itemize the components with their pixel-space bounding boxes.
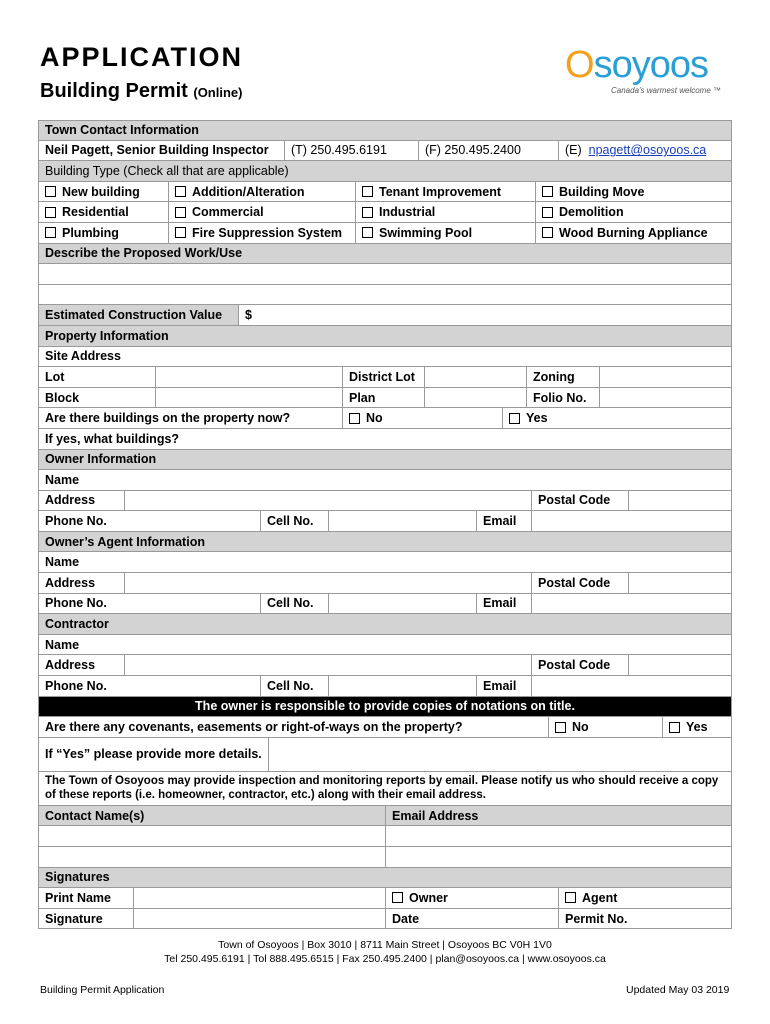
footer-left: Building Permit Application	[40, 984, 165, 996]
checkbox[interactable]	[542, 207, 553, 218]
reports-row	[38, 772, 732, 806]
agent-address-input[interactable]	[125, 573, 532, 593]
value-label: Estimated Construction Value	[39, 305, 239, 325]
work-input[interactable]	[39, 285, 731, 305]
contractor-email-input[interactable]	[532, 676, 731, 696]
type-option[interactable]	[39, 223, 169, 243]
reports-text: The Town of Osoyoos may provide inspection and monitoring reports by email. Please notify us who should receive a copy of these reports (i.e. homeowner, contractor, etc.) along with their email address.	[45, 775, 719, 802]
value-row	[38, 305, 732, 326]
type-label: Wood Burning Appliance	[559, 225, 708, 240]
type-label: Industrial	[379, 205, 436, 220]
contractor-address-input[interactable]	[125, 655, 532, 675]
print-name-row	[38, 888, 732, 909]
agent-postal-label: Postal Code	[532, 573, 629, 593]
owner-cell-input[interactable]	[329, 511, 477, 531]
agent-heading: Owner’s Agent Information	[39, 532, 731, 552]
agent-email-input[interactable]	[532, 594, 731, 614]
building-type-row-2	[38, 202, 732, 223]
contractor-phone-label[interactable]: Phone No.	[39, 676, 261, 696]
email-prefix: (E)	[565, 143, 582, 158]
inspector-name: Neil Pagett, Senior Building Inspector	[39, 141, 285, 161]
checkbox[interactable]	[392, 892, 403, 903]
checkbox[interactable]	[175, 227, 186, 238]
checkbox[interactable]	[555, 722, 566, 733]
lot-input[interactable]	[156, 367, 343, 387]
logo-word	[565, 44, 708, 87]
type-option[interactable]	[536, 223, 731, 243]
contact-heading: Town Contact Information	[39, 121, 731, 140]
owner-email-label: Email	[477, 511, 532, 531]
checkbox[interactable]	[45, 227, 56, 238]
property-heading-row	[38, 326, 732, 347]
footer-right: Updated May 03 2019	[626, 984, 730, 996]
agent-label: Agent	[582, 890, 618, 905]
contact-row	[38, 141, 732, 162]
zoning-label: Zoning	[527, 367, 600, 387]
contractor-heading-row	[38, 614, 732, 635]
buildings-no-option[interactable]	[343, 408, 503, 428]
zoning-input[interactable]	[600, 367, 731, 387]
district-lot-label: District Lot	[343, 367, 425, 387]
owner-heading-row	[38, 450, 732, 471]
type-label: Commercial	[192, 205, 264, 220]
agent-email-label: Email	[477, 594, 532, 614]
type-option[interactable]	[169, 182, 356, 202]
block-row	[38, 388, 732, 409]
contractor-email-label: Email	[477, 676, 532, 696]
contractor-postal-input[interactable]	[629, 655, 731, 675]
work-input[interactable]	[39, 264, 731, 284]
type-option[interactable]	[169, 223, 356, 243]
contact-fax: (F) 250.495.2400	[419, 141, 559, 161]
contact-phone: (T) 250.495.6191	[285, 141, 419, 161]
folio-input[interactable]	[600, 388, 731, 408]
covenant-details-row	[38, 738, 732, 772]
agent-address-row	[38, 573, 732, 594]
owner-address-row	[38, 491, 732, 512]
work-line-1[interactable]	[38, 264, 732, 285]
buildings-yes-option[interactable]	[503, 408, 731, 428]
checkbox[interactable]	[669, 722, 680, 733]
checkbox[interactable]	[349, 413, 360, 424]
checkbox[interactable]	[509, 413, 520, 424]
contractor-address-row	[38, 655, 732, 676]
agent-option[interactable]	[559, 888, 731, 908]
page-subtitle	[40, 80, 242, 103]
agent-phone-label[interactable]: Phone No.	[39, 594, 261, 614]
type-option[interactable]	[169, 202, 356, 222]
contractor-phone-row	[38, 676, 732, 697]
contact-heading-row	[38, 120, 732, 141]
owner-postal-input[interactable]	[629, 491, 731, 511]
date-label[interactable]: Date	[386, 909, 559, 929]
value-input[interactable]: $	[245, 308, 252, 323]
owner-phone-row	[38, 511, 732, 532]
agent-heading-row	[38, 532, 732, 553]
work-line-2[interactable]	[38, 285, 732, 306]
type-option[interactable]	[536, 182, 731, 202]
logo-o: O	[565, 44, 594, 86]
type-label: Addition/Alteration	[192, 184, 305, 199]
checkbox[interactable]	[542, 186, 553, 197]
covenant-details-input[interactable]	[269, 738, 731, 771]
work-heading: Describe the Proposed Work/Use	[39, 244, 731, 264]
building-type-row-3	[38, 223, 732, 244]
owner-address-label: Address	[39, 491, 125, 511]
owner-cell-label: Cell No.	[261, 511, 329, 531]
agent-name-row	[38, 552, 732, 573]
contractor-name-label[interactable]: Name	[45, 637, 80, 652]
buildings-question: Are there buildings on the property now?	[39, 408, 343, 428]
contractor-address-label: Address	[39, 655, 125, 675]
owner-option[interactable]	[386, 888, 559, 908]
owner-postal-label: Postal Code	[532, 491, 629, 511]
contact-name-input[interactable]	[39, 826, 386, 846]
type-option[interactable]	[39, 182, 169, 202]
property-heading: Property Information	[39, 326, 731, 346]
type-option[interactable]	[356, 202, 536, 222]
contact-email-input[interactable]	[386, 847, 731, 867]
logo-rest: soyoos	[593, 44, 708, 86]
print-name-label: Print Name	[39, 888, 134, 908]
building-type-row-1	[38, 182, 732, 203]
page-title: APPLICATION	[40, 42, 243, 72]
district-lot-input[interactable]	[425, 367, 527, 387]
type-label: Swimming Pool	[379, 225, 473, 240]
checkbox[interactable]	[542, 227, 553, 238]
checkbox[interactable]	[565, 892, 576, 903]
subtitle-text: Building Permit	[40, 80, 188, 102]
contacts-row-2	[38, 847, 732, 868]
owner-address-input[interactable]	[125, 491, 532, 511]
covenants-yes-option[interactable]	[663, 717, 731, 737]
owner-name-row	[38, 470, 732, 491]
signature-label: Signature	[39, 909, 134, 929]
subtitle-suffix: (Online)	[193, 85, 243, 100]
agent-phone-row	[38, 594, 732, 615]
checkbox[interactable]	[45, 207, 56, 218]
covenants-no-option[interactable]	[549, 717, 663, 737]
type-label: Plumbing	[62, 225, 119, 240]
site-address-row	[38, 347, 732, 368]
type-option[interactable]	[356, 223, 536, 243]
type-option[interactable]	[39, 202, 169, 222]
footer-address: Town of Osoyoos | Box 3010 | 8711 Main Street | Osoyoos BC V0H 1V0	[218, 939, 552, 951]
signatures-heading: Signatures	[39, 868, 731, 888]
logo-tagline: Canada's warmest welcome ™	[611, 86, 722, 95]
owner-email-input[interactable]	[532, 511, 731, 531]
covenants-row	[38, 717, 732, 738]
yes-label: Yes	[526, 411, 548, 426]
contact-email-input[interactable]	[386, 826, 731, 846]
owner-heading: Owner Information	[39, 450, 731, 470]
contractor-name-row	[38, 635, 732, 656]
notice-row	[38, 697, 732, 718]
type-label: Tenant Improvement	[379, 184, 502, 199]
contractor-heading: Contractor	[39, 614, 731, 634]
work-heading-row	[38, 244, 732, 265]
building-type-heading-row	[38, 161, 732, 182]
covenants-question: Are there any covenants, easements or right-of-ways on the property?	[39, 717, 549, 737]
type-label: Demolition	[559, 205, 624, 220]
signature-row	[38, 909, 732, 930]
footer-contact: Tel 250.495.6191 | Tol 888.495.6515 | Fax 250.495.2400 | plan@osoyoos.ca | www.osoyoos.ca	[164, 953, 606, 965]
if-yes-row	[38, 429, 732, 450]
title-notice: The owner is responsible to provide copies of notations on title.	[39, 697, 731, 717]
plan-label: Plan	[343, 388, 425, 408]
agent-name-label[interactable]: Name	[45, 555, 80, 570]
agent-postal-input[interactable]	[629, 573, 731, 593]
osoyoos-logo	[565, 44, 730, 102]
agent-cell-input[interactable]	[329, 594, 477, 614]
type-label: New building	[62, 184, 140, 199]
permit-form	[38, 120, 732, 929]
checkbox[interactable]	[362, 186, 373, 197]
print-name-input[interactable]	[134, 888, 386, 908]
block-label: Block	[39, 388, 156, 408]
building-type-heading: Building Type (Check all that are applicable)	[39, 161, 731, 181]
signatures-heading-row	[38, 868, 732, 889]
lot-label: Lot	[39, 367, 156, 387]
type-option[interactable]	[536, 202, 731, 222]
contact-name-input[interactable]	[39, 847, 386, 867]
plan-input[interactable]	[425, 388, 527, 408]
contact-email-link[interactable]: npagett@osoyoos.ca	[588, 143, 707, 158]
agent-cell-label: Cell No.	[261, 594, 329, 614]
contacts-header-row	[38, 806, 732, 827]
folio-label: Folio No.	[527, 388, 600, 408]
contacts-row-1	[38, 826, 732, 847]
checkbox[interactable]	[175, 186, 186, 197]
agent-address-label: Address	[39, 573, 125, 593]
block-input[interactable]	[156, 388, 343, 408]
signature-input[interactable]	[134, 909, 386, 929]
owner-name-label[interactable]: Name	[45, 472, 80, 487]
yes-label: Yes	[686, 720, 708, 735]
checkbox[interactable]	[362, 207, 373, 218]
covenant-details-label: If “Yes” please provide more details.	[39, 738, 269, 771]
owner-phone-label[interactable]: Phone No.	[39, 511, 261, 531]
permit-no-label[interactable]: Permit No.	[565, 911, 628, 926]
contractor-cell-input[interactable]	[329, 676, 477, 696]
checkbox[interactable]	[362, 227, 373, 238]
type-option[interactable]	[356, 182, 536, 202]
contractor-cell-label: Cell No.	[261, 676, 329, 696]
contact-names-header: Contact Name(s)	[39, 806, 386, 826]
type-label: Building Move	[559, 184, 645, 199]
buildings-row	[38, 408, 732, 429]
if-yes-label[interactable]: If yes, what buildings?	[45, 431, 180, 446]
checkbox[interactable]	[175, 207, 186, 218]
type-label: Residential	[62, 205, 129, 220]
type-label: Fire Suppression System	[192, 225, 343, 240]
no-label: No	[572, 720, 589, 735]
site-address-label[interactable]: Site Address	[45, 349, 121, 364]
owner-label: Owner	[409, 890, 448, 905]
lot-row	[38, 367, 732, 388]
email-address-header: Email Address	[386, 806, 731, 826]
checkbox[interactable]	[45, 186, 56, 197]
no-label: No	[366, 411, 383, 426]
contractor-postal-label: Postal Code	[532, 655, 629, 675]
contact-email-cell	[559, 141, 731, 161]
